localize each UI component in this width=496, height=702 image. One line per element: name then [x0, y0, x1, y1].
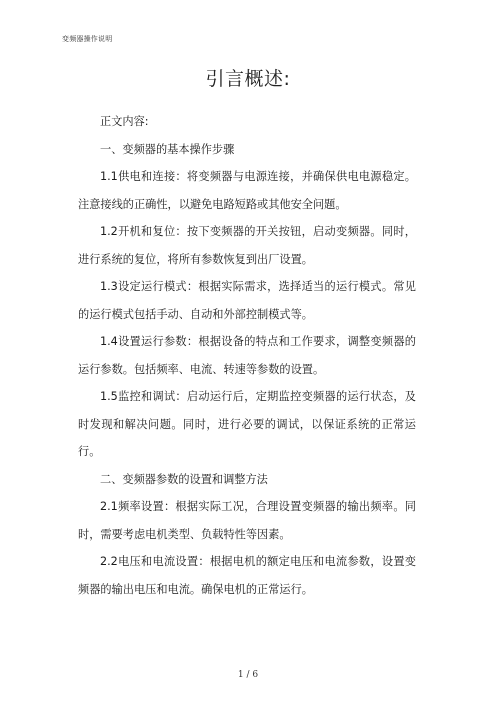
paragraph-1-2: 1.2开机和复位：按下变频器的开关按钮，启动变频器。同时，进行系统的复位，将所有参数恢复到出厂设置。: [78, 225, 416, 266]
paragraph-1-1: 1.1供电和连接：将变频器与电源连接，并确保供电电源稳定。注意接线的正确性，以避免电路短路或其他安全问题。: [78, 170, 416, 211]
running-header: 变频器操作说明: [62, 35, 113, 43]
paragraph-1-3: 1.3设定运行模式：根据实际需求，选择适当的运行模式。常见的运行模式包括手动、自动和外部控制模式等。: [78, 280, 416, 321]
document-title: 引言概述:: [205, 68, 291, 90]
paragraph-1-5: 1.5监控和调试：启动运行后，定期监控变频器的运行状态，及时发现和解决问题。同时，进行必要的调试，以保证系统的正常运行。: [78, 390, 416, 458]
page-number: 1 / 6: [237, 670, 259, 680]
header-rule: [62, 46, 434, 47]
body-text: [78, 108, 416, 603]
section-heading-1: 一、变频器的基本操作步骤: [100, 142, 235, 156]
paragraph-2-2: 2.2电压和电流设置：根据电机的额定电压和电流参数，设置变频器的输出电压和电流。确保电机的正常运行。: [78, 555, 416, 596]
section-heading-2: 二、变频器参数的设置和调整方法: [100, 472, 268, 486]
paragraph-2-1: 2.1频率设置：根据实际工况，合理设置变频器的输出频率。同时，需要考虑电机类型、负载特性等因素。: [78, 500, 416, 541]
paragraph-1-4: 1.4设置运行参数：根据设备的特点和工作要求，调整变频器的运行参数。包括频率、电流、转速等参数的设置。: [78, 335, 416, 376]
paragraph-body-label: 正文内容:: [100, 115, 149, 128]
